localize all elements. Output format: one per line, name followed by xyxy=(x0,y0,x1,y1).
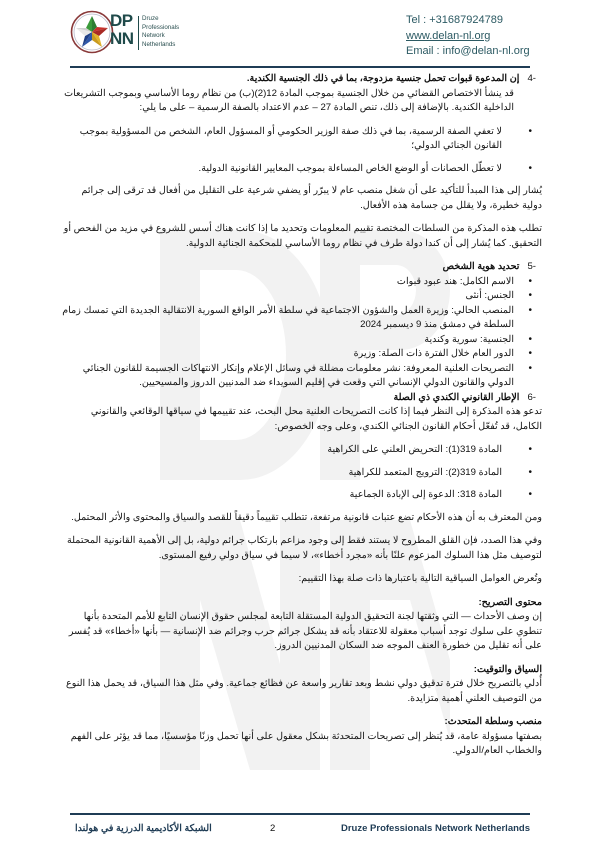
document-body xyxy=(60,70,542,768)
factor-title: محتوى التصريح: xyxy=(478,596,542,608)
factor-title: منصب وسلطة المتحدث: xyxy=(444,716,542,727)
section-4 xyxy=(60,72,542,251)
factor-text: بصفتها مسؤولة عامة، قد يُنظر إلى تصريحات المتحدثة بشكل معقول على أنها تحمل وزنًا مؤسسيًا، مما قد يؤثر على الفهم والخطاب العام/الدولي. xyxy=(70,730,542,756)
footer-divider xyxy=(70,813,530,815)
logo-divider xyxy=(138,16,139,50)
list-item: • التصريحات العلنية المعروفة: نشر معلومات مضللة في وسائل الإعلام وإنكار الانتهاكات الجسيمة للقانون الجنائي الدولي والقانون الدولي الإنساني التي وقعت في إقليم السويداء ضد المدنيين الدروز والمسيحيين. xyxy=(60,362,542,391)
factor-text: إن وصف الأحداث — التي وثقتها لجنة التحقيق الدولية المستقلة التابعة لمجلس حقوق الإنسان التابع للأمم المتحدة بأنها تنطوي على سلوك توجد أسباب معقولة للاعتقاد بأنه قد يشكل جرائم حرب وجرائم ضد الإنسانية — بأنها «أخطاء» قد يُفسر على أنه تقليل من خطورة العنف الموجه ضد السكان المدنيين الدروز. xyxy=(68,611,542,651)
section-title: الإطار القانوني الكندي ذي الصلة xyxy=(393,391,520,403)
contact-email: Email : info@delan-nl.org xyxy=(406,45,530,57)
website-link[interactable]: www.delan-nl.org xyxy=(406,29,491,42)
dpnn-logo xyxy=(70,10,190,56)
contact-tel: Tel : +31687924789 xyxy=(406,14,503,26)
paragraph: وتُعرض العوامل السياقية التالية باعتبارها ذات صلة بهذا التقييم: xyxy=(298,573,542,584)
bullet-list xyxy=(60,125,542,177)
page-header xyxy=(0,0,600,70)
list-item: • الجنسية: سورية وكندية xyxy=(60,333,542,348)
logo-subtitle-line: Network xyxy=(142,32,165,40)
section-5 xyxy=(60,260,542,391)
list-item: • الجنس: أنثى xyxy=(60,289,542,304)
footer-arabic-name: الشبكة الأكاديمية الدرزية في هولندا xyxy=(75,823,212,834)
logo-subtitle xyxy=(142,15,179,49)
bullet-list xyxy=(60,443,542,503)
header-divider xyxy=(70,66,530,68)
list-item: • المادة 319(2): الترويج المتعمد للكراهية xyxy=(60,466,542,481)
paragraph: تدعو هذه المذكرة إلى النظر فيما إذا كانت التصريحات العلنية محل البحث، عند تقييمها في سياقها الوقائعي والقانوني الكامل، قد تُفعّل أحكام القانون الجنائي الكندي، وعلى وجه الخصوص: xyxy=(90,406,542,432)
list-item: • لا تعفي الصفة الرسمية، بما في ذلك صفة الوزير الحكومي أو المسؤول العام، الشخص من المسؤولية بموجب القانون الجنائي الدولي؛ xyxy=(60,125,542,154)
logo-letters xyxy=(110,12,134,48)
logo-letters-bottom: NN xyxy=(110,29,134,48)
paragraph: وفي هذا الصدد، فإن القلق المطروح لا يستند فقط إلى وجود مزاعم بارتكاب جرائم دولية، بل إلى الأهمية القانونية المحتملة لتوصيف مثل هذا السلوك المزعوم علنًا بأنه «مجرد أخطاء»، لا سيما في سياق دولي رفيع المستوى. xyxy=(66,535,542,561)
section-heading xyxy=(60,260,542,275)
list-item: • المادة 318: الدعوة إلى الإبادة الجماعية xyxy=(60,488,542,503)
section-number: -6 xyxy=(527,391,536,403)
section-heading xyxy=(60,391,542,406)
star-emblem-icon xyxy=(70,10,114,54)
factor-context xyxy=(60,663,542,707)
paragraph: قد ينشأ الاختصاص القضائي من خلال الجنسية بموجب المادة 12(2)(ب) من نظام روما الأساسي وبموجب التشريعات الداخلية الكندية. بالإضافة إلى ذلك، تنص المادة 27 – عدم الاعتداد بالصفة الرسمية – على ما يلي: xyxy=(64,87,514,113)
section-number: -5 xyxy=(527,261,536,272)
factor-speaker xyxy=(60,715,542,759)
list-item: • الدور العام خلال الفترة ذات الصلة: وزيرة xyxy=(60,347,542,362)
list-item: • الاسم الكامل: هند عبود قبوات xyxy=(60,275,542,290)
paragraph: تطلب هذه المذكرة من السلطات المختصة تقييم المعلومات وتحديد ما إذا كانت هناك أسس للشروع في مزيد من الفحص أو التحقيق. كما يُشار إلى أن كندا دولة طرف في نظام روما الأساسي للمحكمة الجنائية الدولية. xyxy=(63,223,542,249)
paragraph: يُشار إلى هذا المبدأ للتأكيد على أن شغل منصب عام لا يبرّر أو يضفي شرعية على التقليل من أفعال قد ترقى إلى جرائم دولية خطيرة، ولا يقلل من جسامة هذه الأفعال. xyxy=(81,185,542,211)
logo-subtitle-line: Druze xyxy=(142,15,159,22)
factor-title: السياق والتوقيت: xyxy=(473,663,542,675)
contact-info xyxy=(406,13,530,60)
paragraph: ومن المعترف به أن هذه الأحكام تضع عتبات قانونية مرتفعة، تتطلب تقييماً دقيقاً للقصد والسياق والمحتوى والأثر المحتمل. xyxy=(71,511,542,523)
section-title: إن المدعوة قبوات تحمل جنسية مزدوجة، بما في ذلك الجنسية الكندية. xyxy=(246,73,520,84)
logo-subtitle-line: Professionals xyxy=(142,23,180,31)
section-title: تحديد هوية الشخص xyxy=(442,261,520,272)
logo-subtitle-line: Netherlands xyxy=(142,40,176,48)
logo-letters-top: DP xyxy=(110,11,133,30)
page-footer xyxy=(70,823,530,839)
footer-english-name: Druze Professionals Network Netherlands xyxy=(341,823,530,834)
list-item: • المنصب الحالي: وزيرة العمل والشؤون الاجتماعية في سلطة الأمر الواقع السورية الانتقالية الجديدة التي تمسك زمام السلطة في دمشق منذ 9 ديسمبر 2024 xyxy=(60,304,542,333)
list-item: • لا تعطّل الحصانات أو الوضع الخاص المساءلة بموجب المعايير القانونية الدولية. xyxy=(60,162,542,177)
bullet-list xyxy=(60,275,542,391)
page-number: 2 xyxy=(270,823,276,834)
section-number: -4 xyxy=(527,73,536,84)
list-item: • المادة 319(1): التحريض العلني على الكراهية xyxy=(60,443,542,458)
section-heading xyxy=(60,72,542,87)
factor-content xyxy=(60,596,542,654)
section-6 xyxy=(60,391,542,759)
factor-text: أُدلي بالتصريح خلال فترة تدقيق دولي نشط وبعد تقارير واسعة عن فظائع جماعية. وفي مثل هذا السياق، قد يحمل هذا النوع من التوصيف العلني أهمية متزايدة. xyxy=(66,678,542,704)
